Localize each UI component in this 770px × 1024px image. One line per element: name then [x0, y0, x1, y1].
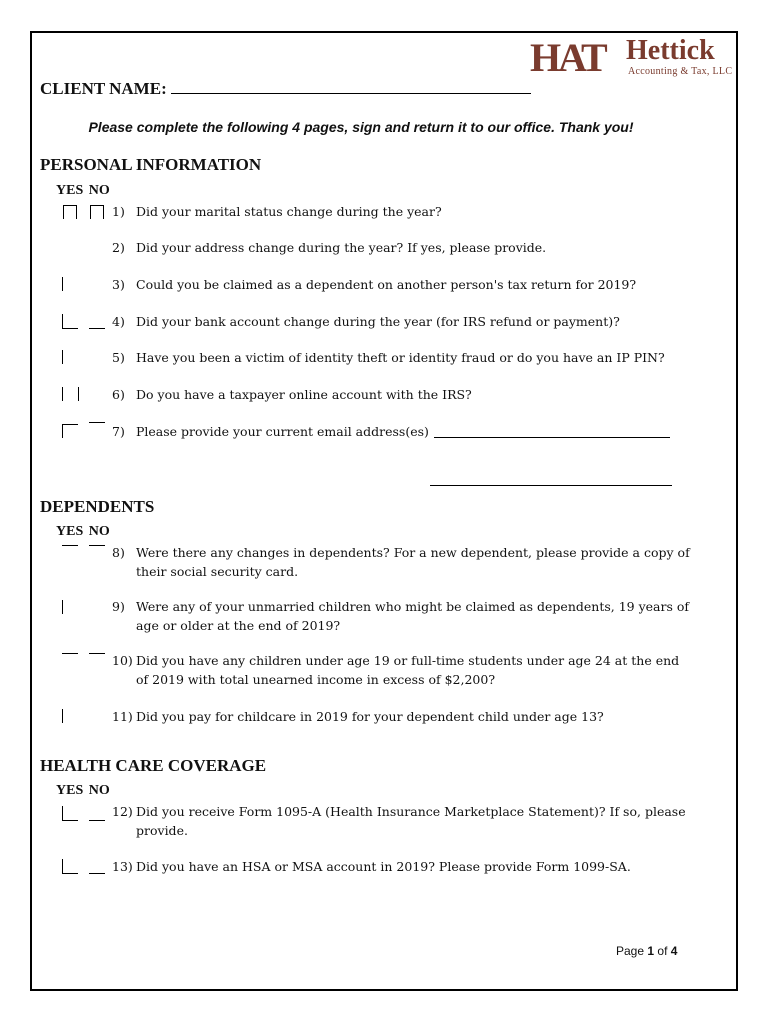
- page-number: [616, 944, 677, 958]
- of-word: of: [657, 944, 668, 958]
- q7-no-blank[interactable]: [89, 422, 105, 423]
- question-4: [112, 312, 692, 331]
- question-10: [112, 651, 692, 689]
- question-text: Have you been a victim of identity theft or identity fraud or do you have an IP PIN?: [136, 350, 665, 365]
- question-11: [112, 707, 692, 726]
- logo-subtitle: Accounting & Tax, LLC: [628, 66, 733, 77]
- question-2: [112, 238, 692, 257]
- q1-yes-checkbox[interactable]: [63, 205, 77, 219]
- q4-no-blank[interactable]: [89, 328, 105, 329]
- question-text: Did you pay for childcare in 2019 for your dependent child under age 13?: [136, 709, 604, 724]
- question-number: 5): [112, 350, 125, 365]
- section-title-dependents: DEPENDENTS: [40, 497, 155, 516]
- yes-no-header: YES NO: [56, 783, 110, 798]
- email-line-1[interactable]: [434, 437, 670, 438]
- question-8: [112, 543, 692, 581]
- question-text: Do you have a taxpayer online account with the IRS?: [136, 387, 472, 402]
- question-number: 12): [112, 804, 133, 819]
- question-12: [112, 802, 692, 840]
- question-text: Please provide your current email address(es): [136, 424, 429, 439]
- q6-no-mark[interactable]: [78, 387, 79, 401]
- section-title-health: HEALTH CARE COVERAGE: [40, 756, 267, 775]
- client-name-label: CLIENT NAME:: [40, 79, 167, 98]
- logo-mark: HAT: [530, 35, 605, 80]
- question-text: Could you be claimed as a dependent on another person's tax return for 2019?: [136, 277, 637, 292]
- instructions: Please complete the following 4 pages, sign and return it to our office. Thank you!: [88, 119, 634, 135]
- current-page: 1: [647, 944, 655, 958]
- question-number: 10): [112, 653, 133, 668]
- q9-yes-mark[interactable]: [62, 600, 63, 614]
- question-number: 4): [112, 314, 125, 329]
- question-text: Were there any changes in dependents? For a new dependent, please provide a copy of their social security card.: [136, 545, 690, 579]
- section-title-personal: PERSONAL INFORMATION: [40, 155, 262, 174]
- question-number: 7): [112, 424, 125, 439]
- question-6: [112, 385, 692, 404]
- question-9: [112, 597, 692, 635]
- question-13: [112, 857, 692, 876]
- question-number: 8): [112, 545, 125, 560]
- q1-no-checkbox[interactable]: [90, 205, 104, 219]
- question-7: [112, 422, 692, 441]
- q11-yes-mark[interactable]: [62, 709, 63, 723]
- q12-yes-blank[interactable]: [62, 820, 78, 821]
- question-5: [112, 348, 692, 367]
- question-text: Did your marital status change during the year?: [136, 204, 442, 219]
- company-logo: [530, 36, 736, 82]
- q4-yes-blank[interactable]: [62, 328, 78, 329]
- question-number: 1): [112, 204, 125, 219]
- q13-yes-blank[interactable]: [62, 873, 78, 874]
- question-number: 6): [112, 387, 125, 402]
- q13-no-blank[interactable]: [89, 873, 105, 874]
- total-pages: 4: [670, 944, 678, 958]
- q4-yes-mark: [62, 314, 63, 328]
- question-text: Were any of your unmarried children who might be claimed as dependents, 19 years of age or older at the end of 2019?: [136, 599, 690, 633]
- question-text: Did you receive Form 1095-A (Health Insurance Marketplace Statement)? If so, please provide.: [136, 804, 686, 838]
- question-3: [112, 275, 692, 294]
- question-number: 13): [112, 859, 133, 874]
- email-line-2[interactable]: [430, 485, 672, 486]
- q6-yes-mark[interactable]: [62, 387, 63, 401]
- q10-yes-blank[interactable]: [62, 653, 78, 654]
- q7-yes-mark: [62, 424, 63, 438]
- question-number: 2): [112, 240, 125, 255]
- question-number: 3): [112, 277, 125, 292]
- q3-yes-mark[interactable]: [62, 277, 63, 291]
- q12-no-blank[interactable]: [89, 820, 105, 821]
- q8-yes-blank[interactable]: [62, 545, 78, 546]
- question-number: 9): [112, 599, 125, 614]
- question-text: Did you have any children under age 19 or full-time students under age 24 at the end of 2019 with total unearned income in excess of $2,200?: [136, 653, 680, 687]
- question-number: 11): [112, 709, 133, 724]
- yes-no-header: YES NO: [56, 524, 110, 539]
- client-name-row: [40, 79, 531, 99]
- logo-name: Hettick: [626, 35, 715, 66]
- q8-no-blank[interactable]: [89, 545, 105, 546]
- q10-no-blank[interactable]: [89, 653, 105, 654]
- q7-yes-blank[interactable]: [62, 424, 78, 425]
- question-1: [112, 202, 692, 221]
- question-text: Did you have an HSA or MSA account in 2019? Please provide Form 1099-SA.: [136, 859, 631, 874]
- page-word: Page: [616, 944, 645, 958]
- yes-no-header: YES NO: [56, 183, 110, 198]
- q5-yes-mark[interactable]: [62, 350, 63, 364]
- question-text: Did your address change during the year? If yes, please provide.: [136, 240, 547, 255]
- client-name-field[interactable]: [171, 79, 531, 94]
- question-text: Did your bank account change during the year (for IRS refund or payment)?: [136, 314, 620, 329]
- q12-yes-mark: [62, 806, 63, 820]
- q13-yes-mark: [62, 859, 63, 873]
